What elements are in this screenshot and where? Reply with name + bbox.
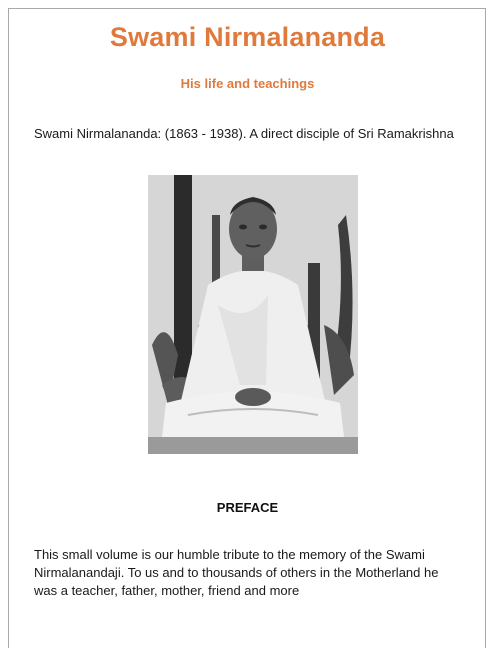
intro-paragraph: Swami Nirmalananda: (1863 - 1938). A direct disciple of Sri Ramakrishna [34, 126, 454, 141]
page-title: Swami Nirmalananda [109, 22, 386, 52]
section-heading-preface: PREFACE [216, 500, 279, 515]
page-subtitle: His life and teachings [180, 76, 315, 91]
portrait-illustration [148, 175, 358, 454]
portrait-photo [148, 175, 358, 454]
preface-paragraph: This small volume is our humble tribute to the memory of the Swami Nirmalanandaji. To us and to thousands of others in the Motherland he was a teacher, father, mother, friend and more [34, 547, 439, 598]
